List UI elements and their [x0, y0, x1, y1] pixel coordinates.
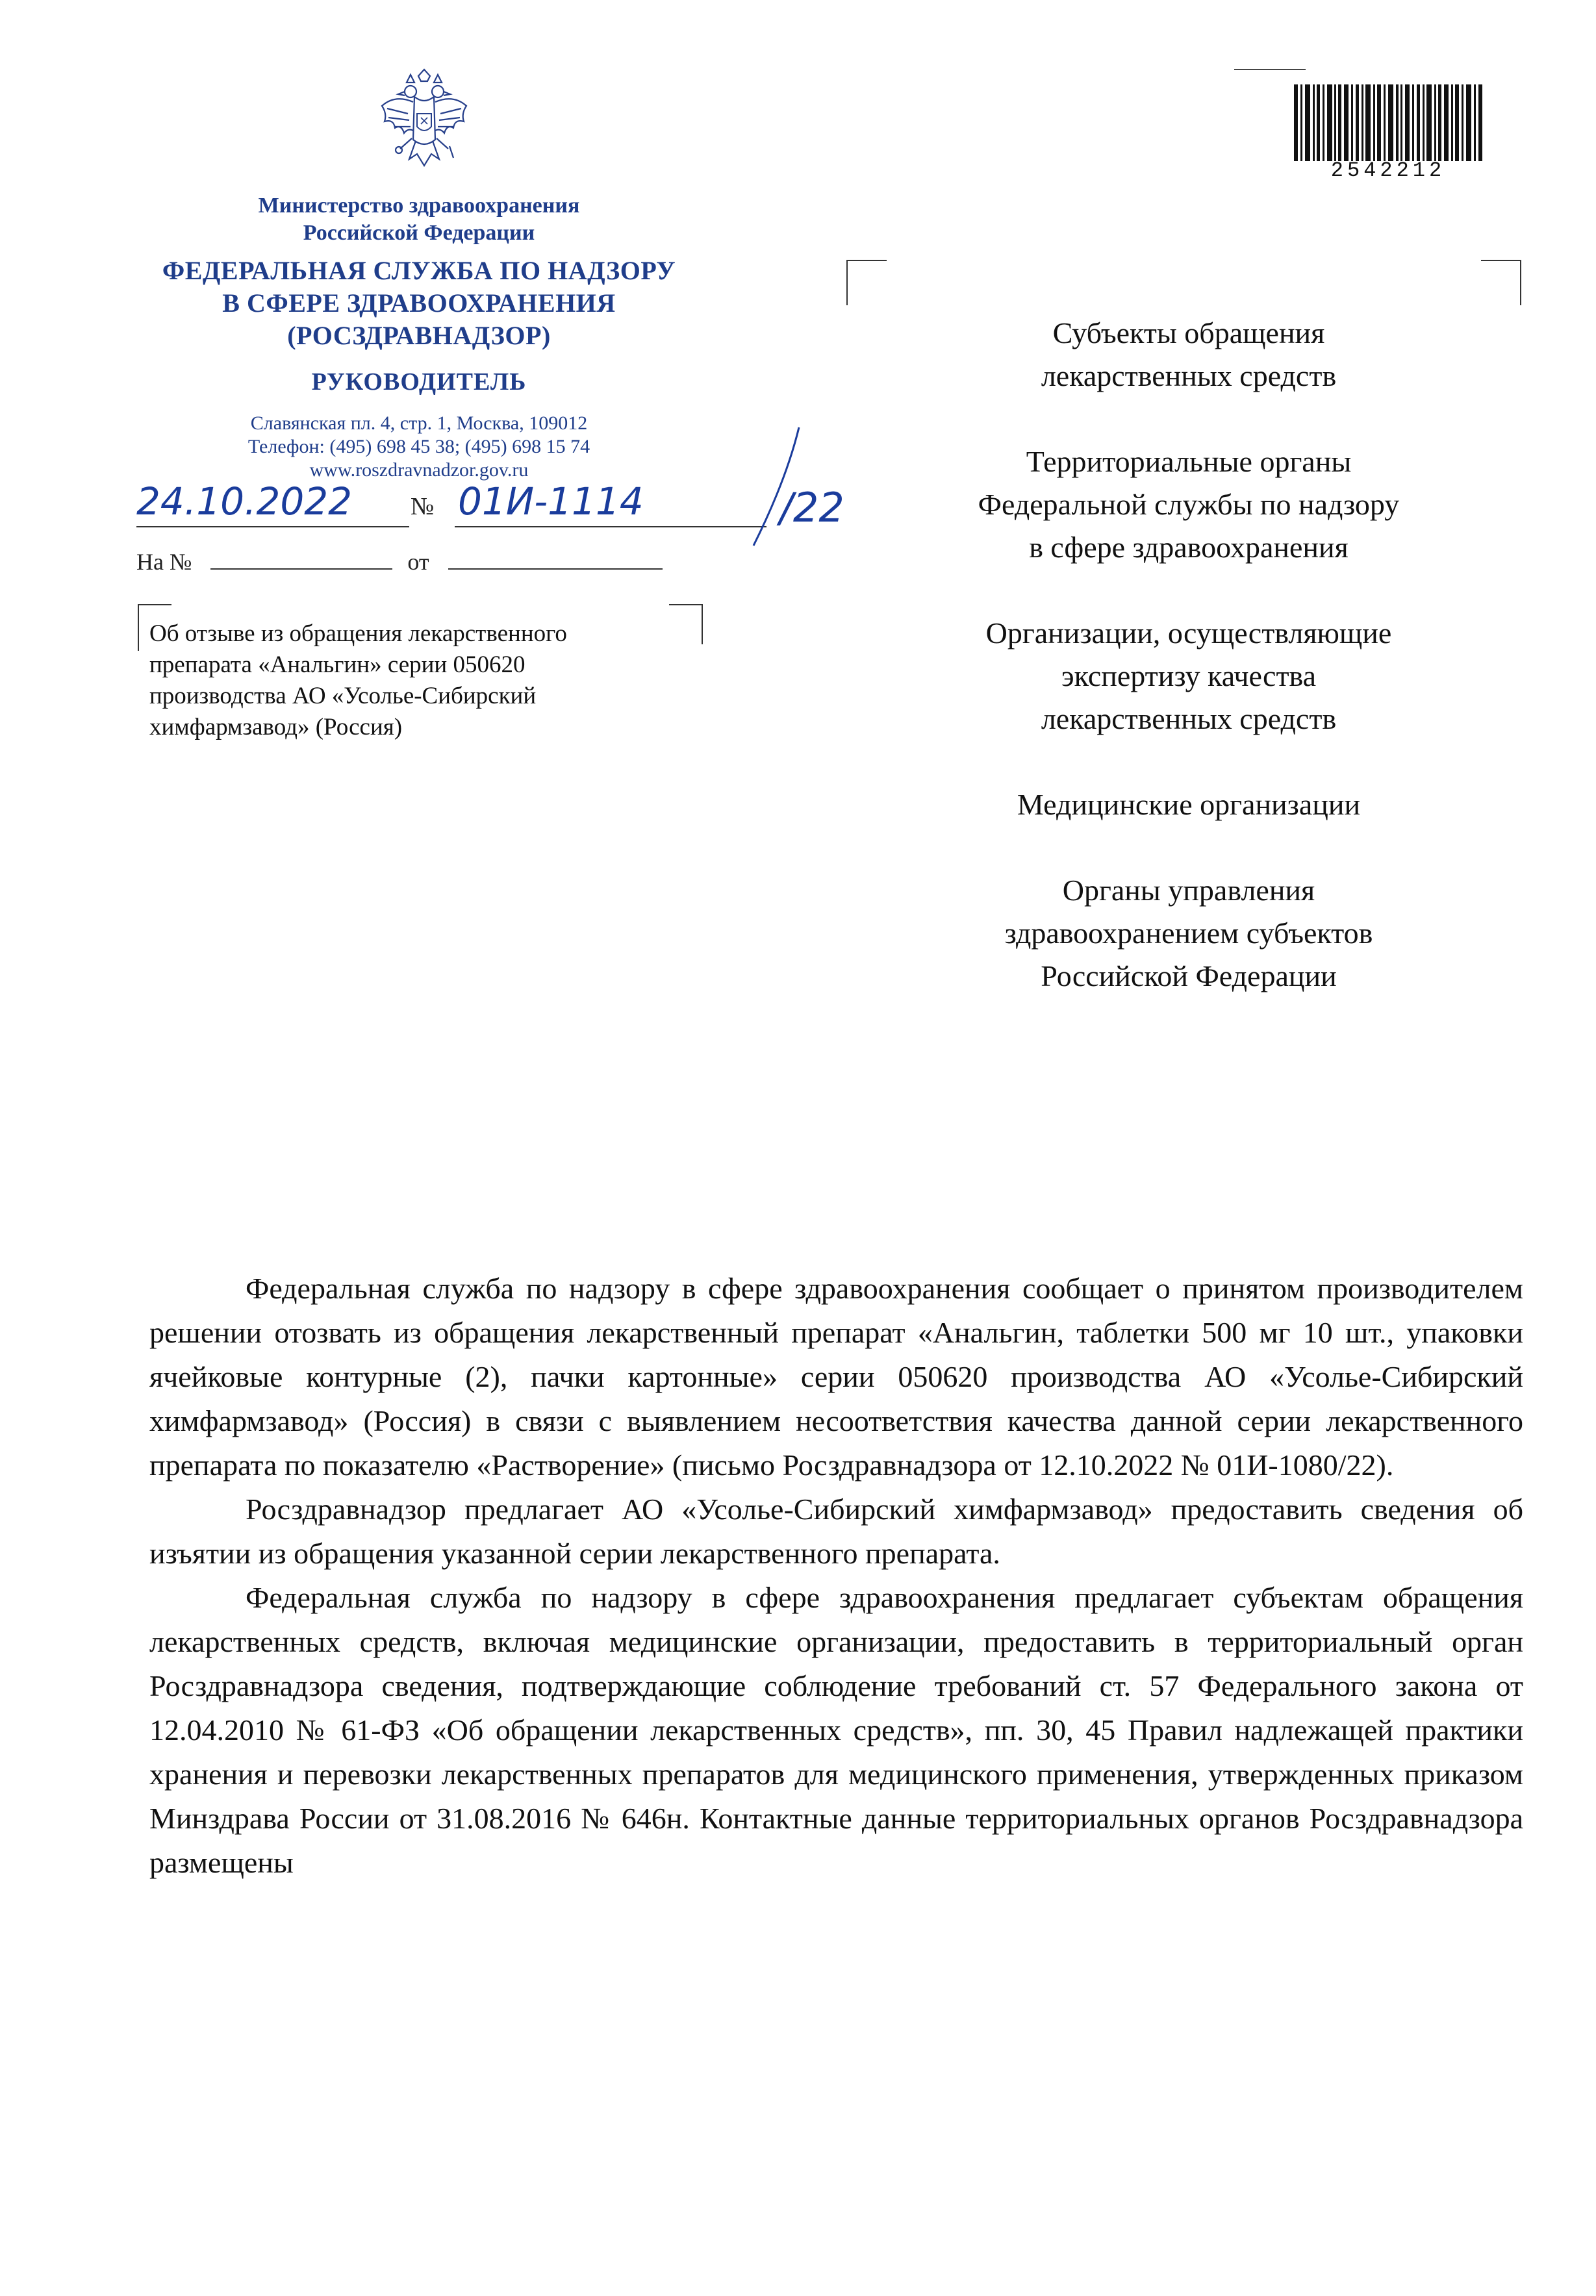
recipient-line: Субъекты обращения	[1052, 316, 1325, 349]
date-underline	[136, 526, 409, 527]
subject-line: производства АО «Усолье-Сибирский	[149, 683, 537, 709]
service-line: (РОСЗДРАВНАДЗОР)	[287, 321, 551, 350]
recipient-line: здравоохранением субъектов	[1004, 916, 1373, 950]
address-line: Телефон: (495) 698 45 38; (495) 698 15 74	[247, 436, 590, 457]
recipient	[883, 783, 1494, 826]
reply-reference	[136, 548, 663, 575]
recipient-line: Федеральной службы по надзору	[978, 488, 1400, 521]
registration-number: 01И-1114	[458, 479, 644, 524]
reply-number-label: На №	[136, 549, 192, 575]
recipient	[883, 869, 1494, 998]
recipient-line: Российской Федерации	[1041, 959, 1337, 992]
website-line: www.roszdravnadzor.gov.ru	[309, 459, 529, 481]
number-underline	[455, 526, 766, 527]
recipient	[883, 312, 1494, 397]
ministry-name	[143, 192, 695, 247]
barcode-overline	[1234, 69, 1306, 70]
recipient-bracket-left	[846, 260, 887, 305]
letterhead-address	[143, 412, 695, 482]
recipient-line: Органы управления	[1062, 874, 1315, 907]
head-title: РУКОВОДИТЕЛЬ	[311, 368, 527, 396]
barcode-number: 2542212	[1330, 158, 1446, 183]
recipient	[883, 612, 1494, 740]
body-paragraph: Росздравнадзор предлагает АО «Усолье-Сибирский химфармзавод» предоставить сведения об изъятии из обращения указанной серии лекарственного препарата.	[149, 1493, 1523, 1570]
registration-suffix: /22	[779, 484, 844, 531]
body-paragraph: Федеральная служба по надзору в сфере здравоохранения сообщает о принятом производителем решении отозвать из обращения лекарственный препарат «Анальгин, таблетки 500 мг 10 шт., упаковки ячейковые контурные (2), пачки картонные» серии 050620 производства АО «Усолье-Сибирский химфармзавод» (Россия) в связи с выявлением несоответствия качества данной серии лекарственного препарата по показателю «Растворение» (письмо Росздравнадзора от 12.10.2022 № 01И-1080/22).	[149, 1272, 1523, 1482]
registration-date: 24.10.2022	[136, 479, 353, 524]
recipient-line: Территориальные органы	[1026, 445, 1352, 478]
recipient-bracket-right	[1481, 260, 1521, 305]
subject-line: химфармзавод» (Россия)	[149, 714, 403, 740]
recipient-line: Организации, осуществляющие	[985, 616, 1392, 650]
recipient	[883, 440, 1494, 569]
reply-number-blank	[210, 568, 392, 570]
recipient-line: лекарственных средств	[1041, 702, 1337, 735]
reply-date-blank	[448, 568, 663, 570]
barcode-icon	[1294, 84, 1482, 161]
ministry-line: Министерство здравоохранения	[258, 194, 580, 218]
number-sign: №	[411, 493, 435, 520]
address-line: Славянская пл. 4, стр. 1, Москва, 109012	[250, 412, 588, 434]
recipient-line: экспертизу качества	[1061, 659, 1317, 692]
russia-coat-of-arms-icon	[375, 68, 473, 185]
recipient-line: лекарственных средств	[1041, 359, 1337, 392]
recipients-list	[883, 312, 1494, 1041]
subject-line: препарата «Анальгин» серии 050620	[149, 651, 526, 678]
service-name	[104, 255, 734, 352]
service-line: В СФЕРЕ ЗДРАВООХРАНЕНИЯ	[222, 288, 616, 318]
reply-from-label: от	[407, 549, 429, 575]
ministry-line: Российской Федерации	[303, 221, 535, 245]
service-line: ФЕДЕРАЛЬНАЯ СЛУЖБА ПО НАДЗОРУ	[162, 256, 676, 285]
body-paragraph: Федеральная служба по надзору в сфере здравоохранения предлагает субъектам обращения лекарственных средств, включая медицинские организации, предоставить в территориальный орган Росздравнадзора сведения, подтверждающие соблюдение требований ст. 57 Федерального закона от 12.04.2010 № 61-ФЗ «Об обращении лекарственных средств», пп. 30, 45 Правил надлежащей практики хранения и перевозки лекарственных препаратов для медицинского применения, утвержденных приказом Минздрава России от 31.08.2016 № 646н. Контактные данные территориальных органов Росздравнадзора размещены	[149, 1581, 1523, 1879]
letter-subject	[149, 618, 702, 743]
letter-body	[149, 1267, 1523, 1885]
recipient-line: Медицинские организации	[1017, 788, 1361, 821]
subject-line: Об отзыве из обращения лекарственного	[149, 620, 567, 647]
recipient-line: в сфере здравоохранения	[1029, 531, 1349, 564]
